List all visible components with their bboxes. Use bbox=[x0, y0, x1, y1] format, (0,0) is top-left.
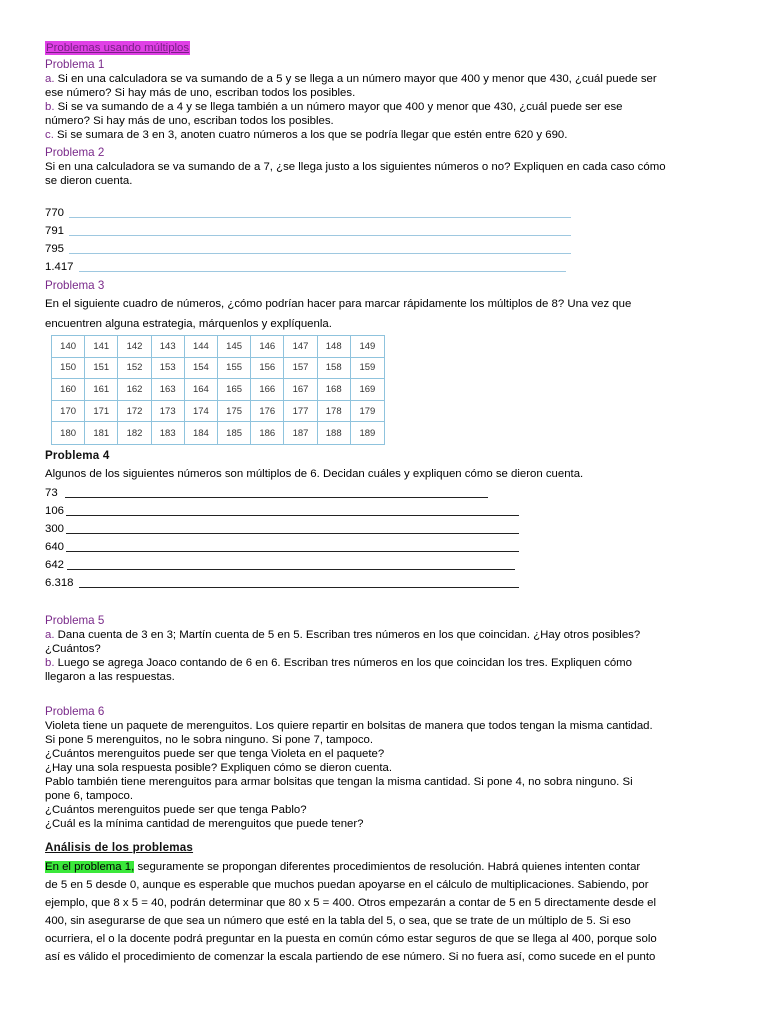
document-title: Problemas usando múltiplos bbox=[46, 42, 190, 54]
answer-line-791[interactable] bbox=[45, 224, 64, 238]
grid-cell[interactable]: 182 bbox=[118, 422, 151, 444]
answer-line-73[interactable] bbox=[45, 486, 58, 500]
grid-cell[interactable]: 150 bbox=[52, 358, 85, 380]
grid-cell[interactable]: 153 bbox=[152, 358, 185, 380]
grid-cell[interactable]: 179 bbox=[351, 401, 384, 423]
problem-2-line1: Si en una calculadora se va sumando de a 7, ¿se llega justo a los siguientes números o no? Expliquen en cada caso cómo bbox=[45, 161, 666, 173]
analysis-line-5: ocurriera, el o la docente podrá preguntar en la puesta en común cómo estar seguros de que se llega al 400, porque solo bbox=[45, 933, 657, 945]
grid-cell[interactable]: 142 bbox=[118, 336, 151, 358]
answer-line-770[interactable] bbox=[45, 206, 64, 220]
problem-6-line: Violeta tiene un paquete de merenguitos. Los quiere repartir en bolsitas de manera que todos tengan la misma cantidad. bbox=[45, 720, 653, 732]
problem-1b-line1 bbox=[45, 100, 725, 114]
grid-cell[interactable]: 177 bbox=[284, 401, 317, 423]
problem-4-heading: Problema 4 bbox=[45, 449, 110, 462]
grid-cell[interactable]: 171 bbox=[85, 401, 118, 423]
grid-cell[interactable]: 174 bbox=[185, 401, 218, 423]
problem-1c-label: c. bbox=[45, 129, 54, 141]
problem-5a-text: Dana cuenta de 3 en 3; Martín cuenta de 5 en 5. Escriban tres números en los que coincidan. ¿Hay otros posibles? bbox=[57, 629, 641, 641]
answer-line-795[interactable] bbox=[45, 242, 64, 256]
grid-cell[interactable]: 152 bbox=[118, 358, 151, 380]
problem-4-line1: Algunos de los siguientes números son múltiplos de 6. Decidan cuáles y expliquen cómo se dieron cuenta. bbox=[45, 468, 584, 480]
answer-number: 73 bbox=[45, 487, 58, 499]
grid-cell[interactable]: 146 bbox=[251, 336, 284, 358]
answer-number: 795 bbox=[45, 243, 65, 255]
problem-3-line2: encuentren alguna estrategia, márquenlos y explíquenla. bbox=[45, 318, 332, 330]
grid-cell[interactable]: 176 bbox=[251, 401, 284, 423]
grid-cell[interactable]: 154 bbox=[185, 358, 218, 380]
grid-cell[interactable]: 140 bbox=[52, 336, 85, 358]
problem-6-line: Pablo también tiene merenguitos para armar bolsitas que tengan la misma cantidad. Si pone 4, no sobra ninguno. Si bbox=[45, 776, 633, 788]
answer-line-300[interactable] bbox=[45, 522, 64, 536]
grid-cell[interactable]: 164 bbox=[185, 379, 218, 401]
analysis-body bbox=[45, 858, 725, 966]
problem-1c-text: Si se sumara de 3 en 3, anoten cuatro números a los que se podría llegar que estén entre 620 y 690. bbox=[57, 129, 568, 141]
grid-cell[interactable]: 163 bbox=[152, 379, 185, 401]
grid-cell[interactable]: 185 bbox=[218, 422, 251, 444]
grid-cell[interactable]: 149 bbox=[351, 336, 384, 358]
grid-cell[interactable]: 172 bbox=[118, 401, 151, 423]
analysis-line-1-text: seguramente se propongan diferentes procedimientos de resolución. Habrá quienes intenten contar bbox=[134, 861, 641, 873]
analysis-heading: Análisis de los problemas bbox=[45, 841, 194, 854]
problem-6-line: Si pone 5 merenguitos, no le sobra ninguno. Si pone 7, tampoco. bbox=[45, 734, 374, 746]
grid-cell[interactable]: 183 bbox=[152, 422, 185, 444]
grid-cell[interactable]: 188 bbox=[318, 422, 351, 444]
grid-cell[interactable]: 170 bbox=[52, 401, 85, 423]
grid-cell[interactable]: 162 bbox=[118, 379, 151, 401]
problem-6-line: ¿Cuántos merenguitos puede ser que tenga Violeta en el paquete? bbox=[45, 748, 385, 760]
answer-number: 300 bbox=[45, 523, 65, 535]
grid-cell[interactable]: 147 bbox=[284, 336, 317, 358]
problem-5b-line1 bbox=[45, 656, 725, 670]
answer-number: 1.417 bbox=[45, 261, 74, 273]
problem-1b-label: b. bbox=[45, 101, 55, 113]
problem-5a-line2: ¿Cuántos? bbox=[45, 643, 101, 655]
analysis-line-3: ejemplo, que 8 x 5 = 40, podrán determinar que 80 x 5 = 400. Otros empezarán a contar de 5 en 5 directamente desde el bbox=[45, 897, 657, 909]
answer-number: 791 bbox=[45, 225, 65, 237]
answer-number: 6.318 bbox=[45, 577, 74, 589]
grid-cell[interactable]: 166 bbox=[251, 379, 284, 401]
grid-cell[interactable]: 167 bbox=[284, 379, 317, 401]
problem-5-heading: Problema 5 bbox=[45, 614, 105, 627]
analysis-line-1 bbox=[45, 858, 725, 876]
grid-cell[interactable]: 187 bbox=[284, 422, 317, 444]
problem-4 bbox=[45, 449, 725, 481]
problem-5a-line1 bbox=[45, 628, 725, 642]
analysis-line-6: así es válido el procedimiento de comenzar la escala partiendo de ese número. Si no fuera así, como sucede en el punto bbox=[45, 951, 656, 963]
grid-cell[interactable]: 158 bbox=[318, 358, 351, 380]
problem-6-line: pone 6, tampoco. bbox=[45, 790, 134, 802]
problem-3-heading: Problema 3 bbox=[45, 279, 105, 292]
problem-1a-line1 bbox=[45, 72, 725, 86]
problem-2-line2: se dieron cuenta. bbox=[45, 175, 133, 187]
grid-cell[interactable]: 168 bbox=[318, 379, 351, 401]
answer-number: 106 bbox=[45, 505, 65, 517]
analysis-line-2: de 5 en 5 desde 0, aunque es esperable que muchos puedan apoyarse en el cálculo de multiplicaciones. Sabiendo, por bbox=[45, 879, 649, 891]
grid-cell[interactable]: 181 bbox=[85, 422, 118, 444]
problem-1-heading: Problema 1 bbox=[45, 58, 105, 71]
grid-cell[interactable]: 169 bbox=[351, 379, 384, 401]
grid-cell[interactable]: 165 bbox=[218, 379, 251, 401]
grid-cell[interactable]: 148 bbox=[318, 336, 351, 358]
problem-3-line1: En el siguiente cuadro de números, ¿cómo podrían hacer para marcar rápidamente los múltiplos de 8? Una vez que bbox=[45, 298, 632, 310]
problem-6-heading: Problema 6 bbox=[45, 705, 105, 718]
grid-cell[interactable]: 173 bbox=[152, 401, 185, 423]
problem-1 bbox=[45, 58, 725, 142]
problem-6-line: ¿Cuántos merenguitos puede ser que tenga Pablo? bbox=[45, 804, 307, 816]
problem-5b-line2: llegaron a las respuestas. bbox=[45, 671, 175, 683]
problem-6-line: ¿Hay una sola respuesta posible? Expliquen cómo se dieron cuenta. bbox=[45, 762, 392, 774]
grid-cell[interactable]: 161 bbox=[85, 379, 118, 401]
answer-line-106[interactable] bbox=[45, 504, 64, 518]
problem-1a-text: Si en una calculadora se va sumando de a 5 y se llega a un número mayor que 400 y menor que 430, ¿cuál puede ser bbox=[57, 73, 657, 85]
grid-cell[interactable]: 157 bbox=[284, 358, 317, 380]
problem-1b-line2: número? Si hay más de uno, escriban todos los posibles. bbox=[45, 115, 334, 127]
grid-cell[interactable]: 178 bbox=[318, 401, 351, 423]
problem-1b-text: Si se va sumando de a 4 y se llega también a un número mayor que 400 y menor que 430, ¿cuál puede ser ese bbox=[57, 101, 623, 113]
grid-cell[interactable]: 144 bbox=[185, 336, 218, 358]
grid-cell[interactable]: 180 bbox=[52, 422, 85, 444]
number-grid bbox=[51, 335, 385, 445]
problem-6 bbox=[45, 705, 725, 831]
answer-number: 642 bbox=[45, 559, 65, 571]
answer-line-6318[interactable] bbox=[45, 576, 74, 590]
problem-3 bbox=[45, 279, 725, 331]
problem-5b-text: Luego se agrega Joaco contando de 6 en 6. Escriban tres números en los que coincidan los tres. Expliquen cómo bbox=[57, 657, 632, 669]
answer-number: 770 bbox=[45, 207, 65, 219]
answer-line-1417[interactable] bbox=[45, 260, 74, 274]
problem-1c-line1 bbox=[45, 128, 725, 142]
answer-number: 640 bbox=[45, 541, 65, 553]
grid-cell[interactable]: 151 bbox=[85, 358, 118, 380]
grid-cell[interactable]: 175 bbox=[218, 401, 251, 423]
grid-cell[interactable]: 186 bbox=[251, 422, 284, 444]
problem-5 bbox=[45, 614, 725, 684]
problem-2 bbox=[45, 146, 725, 188]
problem-1a-label: a. bbox=[45, 73, 55, 85]
grid-cell[interactable]: 160 bbox=[52, 379, 85, 401]
problem-6-line: ¿Cuál es la mínima cantidad de merenguitos que puede tener? bbox=[45, 818, 364, 830]
analysis-section bbox=[45, 841, 725, 966]
problem-1a-line2: ese número? Si hay más de uno, escriban todos los posibles. bbox=[45, 87, 356, 99]
grid-cell[interactable]: 159 bbox=[351, 358, 384, 380]
analysis-line-4: 400, sin asegurarse de que sea un número que esté en la tabla del 5, o sea, que se trate de un múltiplo de 5. Si eso bbox=[45, 915, 631, 927]
grid-cell[interactable]: 189 bbox=[359, 427, 376, 439]
answer-line-642[interactable] bbox=[45, 558, 64, 572]
grid-cell[interactable]: 156 bbox=[251, 358, 284, 380]
problem-5a-label: a. bbox=[45, 629, 55, 641]
analysis-highlight: En el problema 1, bbox=[45, 861, 135, 873]
grid-cell[interactable]: 184 bbox=[185, 422, 218, 444]
grid-cell[interactable]: 145 bbox=[218, 336, 251, 358]
problem-2-heading: Problema 2 bbox=[45, 146, 105, 159]
answer-line-640[interactable] bbox=[45, 540, 64, 554]
grid-cell[interactable]: 143 bbox=[152, 336, 185, 358]
problem-5b-label: b. bbox=[45, 657, 55, 669]
grid-cell[interactable]: 155 bbox=[218, 358, 251, 380]
grid-cell[interactable]: 141 bbox=[85, 336, 118, 358]
